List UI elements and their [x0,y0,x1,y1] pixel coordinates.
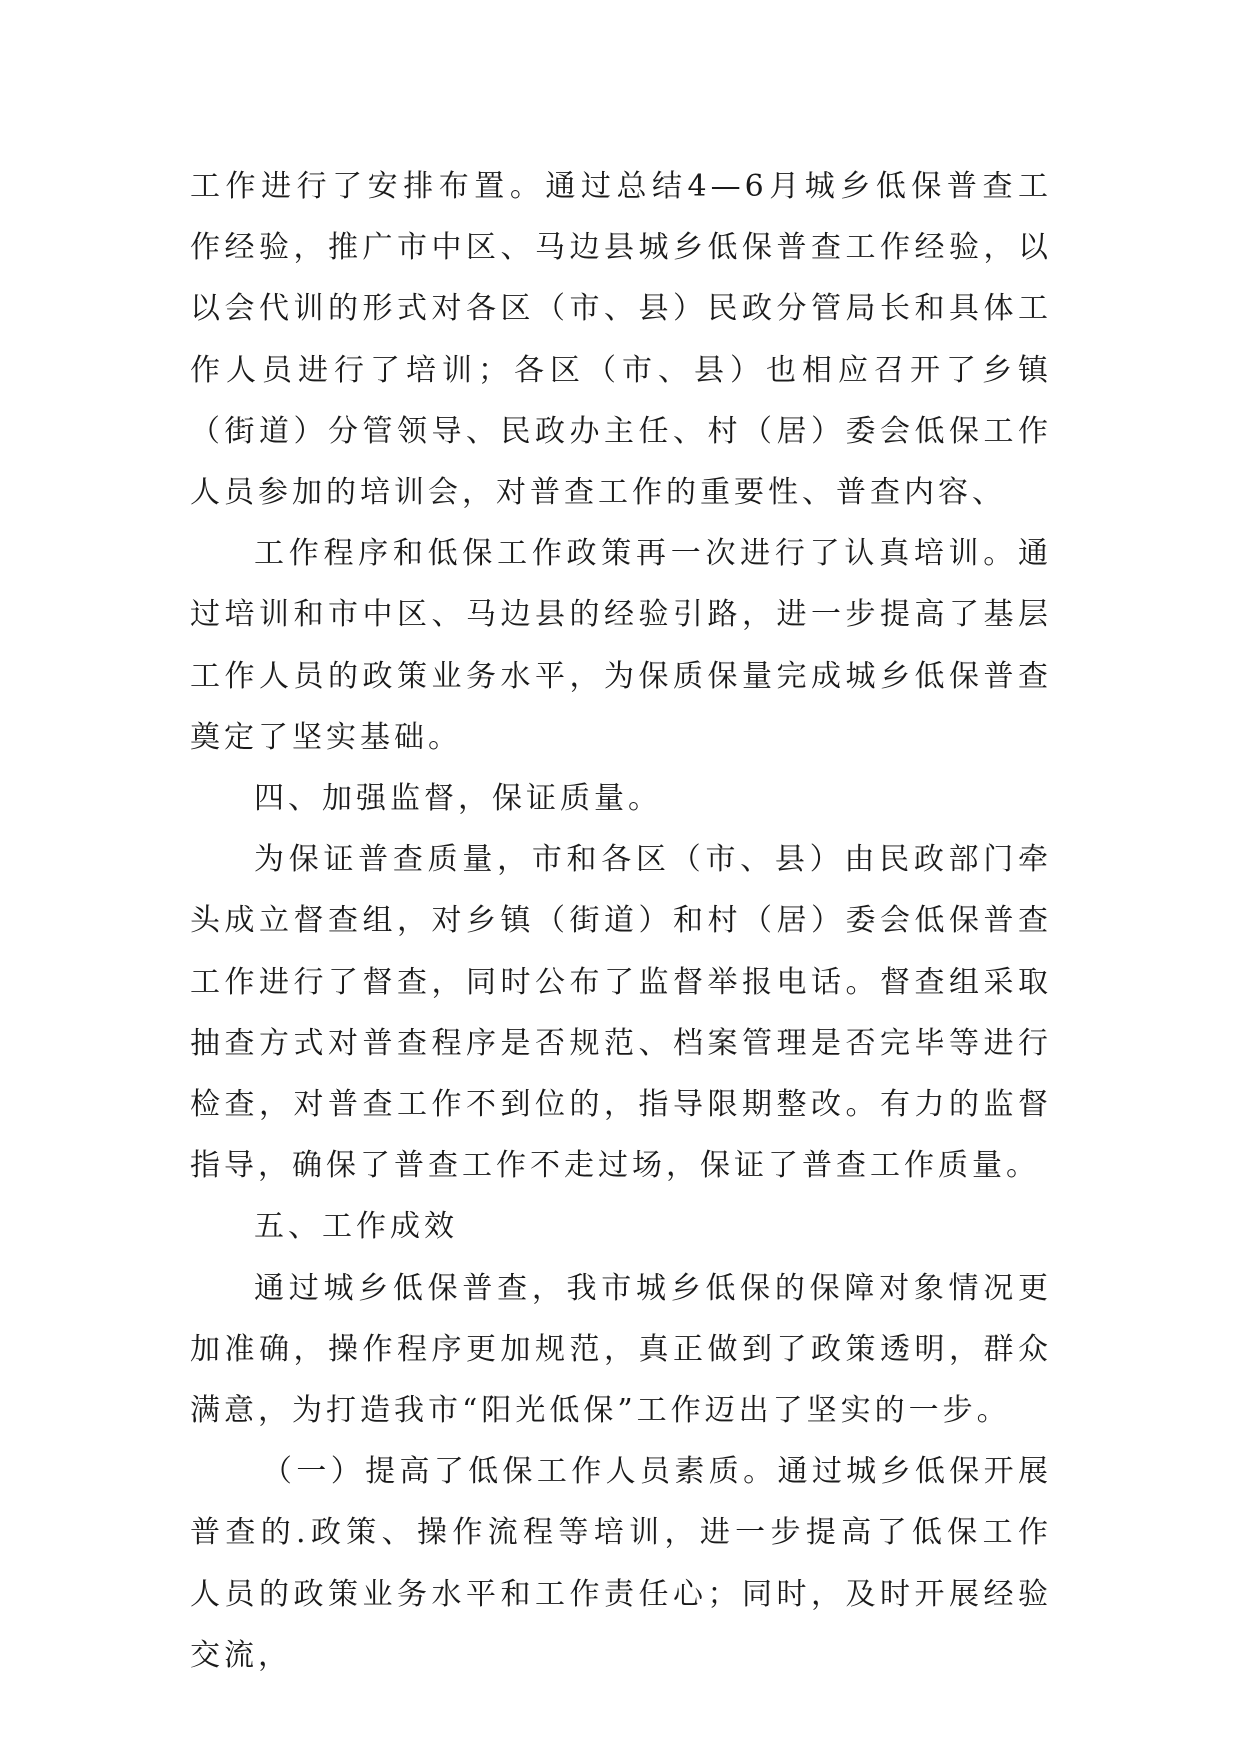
paragraph-results-item-1: （一）提高了低保工作人员素质。通过城乡低保开展普查的.政策、操作流程等培训，进一步提高了低保工作人员的政策业务水平和工作责任心；同时，及时开展经验交流， [190,1454,1052,1673]
section-heading-results: 五、工作成效 [254,1209,458,1245]
paragraph-continuation: 工作进行了安排布置。通过总结4—6月城乡低保普查工作经验，推广市中区、马边县城乡低保普查工作经验，以以会代训的形式对各区（市、县）民政分管局长和具体工作人员进行了培训；各区（市、县）也相应召开了乡镇（街道）分管领导、民政办主任、村（居）委会低保工作人员参加的培训会，对普查工作的重要性、普查内容、 [190,169,1052,511]
document-body [190,156,1052,1686]
section-heading-supervision: 四、加强监督，保证质量。 [254,781,662,817]
paragraph-supervision: 为保证普查质量，市和各区（市、县）由民政部门牵头成立督查组，对乡镇（街道）和村（居）委会低保普查工作进行了督查，同时公布了监督举报电话。督查组采取抽查方式对普查程序是否规范、档案管理是否完毕等进行检查，对普查工作不到位的，指导限期整改。有力的监督指导，确保了普查工作不走过场，保证了普查工作质量。 [190,842,1052,1184]
paragraph-training: 工作程序和低保工作政策再一次进行了认真培训。通过培训和市中区、马边县的经验引路，进一步提高了基层工作人员的政策业务水平，为保质保量完成城乡低保普查奠定了坚实基础。 [190,536,1052,755]
paragraph-results: 通过城乡低保普查，我市城乡低保的保障对象情况更加准确，操作程序更加规范，真正做到了政策透明，群众满意，为打造我市“阳光低保”工作迈出了坚实的一步。 [190,1270,1052,1429]
